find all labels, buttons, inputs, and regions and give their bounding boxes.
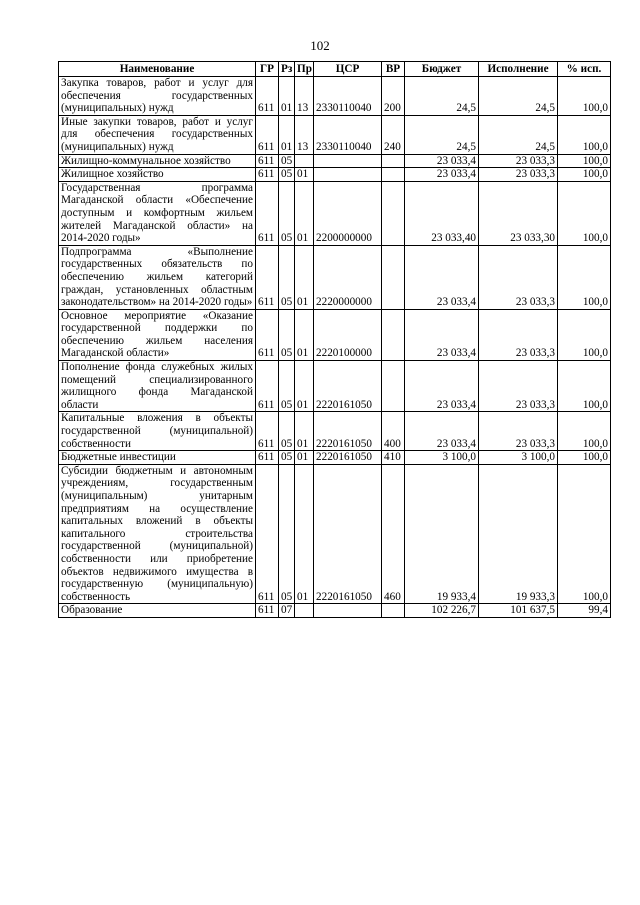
cell-gr: 611 [256, 412, 279, 451]
cell-vr [382, 168, 405, 182]
table-row [59, 168, 611, 182]
column-header-rz: Рз [279, 62, 295, 77]
cell-gr: 611 [256, 464, 279, 604]
cell-pr: 01 [295, 245, 314, 309]
cell-name: Государственная программа Магаданской области «Обеспечение доступным и комфортным жильем жителей Магаданской области» на 2014-2020 годы» [59, 181, 256, 245]
cell-name: Закупка товаров, работ и услуг для обеспечения государственных (муниципальных) нужд [59, 77, 256, 116]
cell-budget: 23 033,4 [405, 309, 479, 360]
page-number: 102 [310, 38, 330, 53]
cell-csr: 2220161050 [314, 361, 382, 412]
cell-gr: 611 [256, 361, 279, 412]
cell-csr [314, 604, 382, 618]
cell-exec: 23 033,30 [479, 181, 558, 245]
cell-rz: 05 [279, 245, 295, 309]
cell-pr: 01 [295, 309, 314, 360]
cell-pct: 100,0 [558, 361, 611, 412]
cell-name: Основное мероприятие «Оказание государственной поддержки по обеспечению жильем населения Магаданской области» [59, 309, 256, 360]
cell-gr: 611 [256, 77, 279, 116]
cell-vr [382, 361, 405, 412]
cell-pct: 99,4 [558, 604, 611, 618]
cell-exec: 23 033,3 [479, 168, 558, 182]
cell-exec: 23 033,3 [479, 361, 558, 412]
cell-csr: 2220161050 [314, 412, 382, 451]
cell-rz: 05 [279, 361, 295, 412]
cell-exec: 101 637,5 [479, 604, 558, 618]
cell-exec: 23 033,3 [479, 412, 558, 451]
cell-rz: 05 [279, 464, 295, 604]
cell-csr: 2330110040 [314, 77, 382, 116]
cell-exec: 24,5 [479, 115, 558, 154]
table-row [59, 464, 611, 604]
column-header-pr: Пр [295, 62, 314, 77]
cell-rz: 05 [279, 451, 295, 465]
column-header-exec: Исполнение [479, 62, 558, 77]
cell-name: Бюджетные инвестиции [59, 451, 256, 465]
cell-exec: 3 100,0 [479, 451, 558, 465]
cell-vr: 200 [382, 77, 405, 116]
cell-budget: 23 033,40 [405, 181, 479, 245]
column-header-pct: % исп. [558, 62, 611, 77]
cell-name: Субсидии бюджетным и автономным учреждениям, государственным (муниципальным) унитарным предприятиям на осуществление капитальных вложений в объекты капитального строительства государственной (муниципальной) собственности или приобретение объектов недвижимого имущества в государственную (муниципальную) собственность [59, 464, 256, 604]
header-row [59, 62, 611, 77]
cell-rz: 05 [279, 154, 295, 168]
cell-pct: 100,0 [558, 115, 611, 154]
cell-pct: 100,0 [558, 181, 611, 245]
column-header-vr: ВР [382, 62, 405, 77]
cell-pr: 01 [295, 412, 314, 451]
cell-budget: 23 033,4 [405, 168, 479, 182]
cell-budget: 23 033,4 [405, 412, 479, 451]
cell-pr [295, 154, 314, 168]
table-row [59, 77, 611, 116]
cell-gr: 611 [256, 154, 279, 168]
cell-name: Жилищно-коммунальное хозяйство [59, 154, 256, 168]
table-row [59, 361, 611, 412]
cell-vr: 400 [382, 412, 405, 451]
cell-gr: 611 [256, 604, 279, 618]
cell-gr: 611 [256, 245, 279, 309]
cell-csr: 2220161050 [314, 464, 382, 604]
table-row [59, 309, 611, 360]
column-header-csr: ЦСР [314, 62, 382, 77]
cell-name: Иные закупки товаров, работ и услуг для обеспечения государственных (муниципальных) нужд [59, 115, 256, 154]
cell-vr [382, 154, 405, 168]
cell-vr [382, 181, 405, 245]
table-row [59, 451, 611, 465]
cell-rz: 07 [279, 604, 295, 618]
cell-budget: 24,5 [405, 115, 479, 154]
cell-pct: 100,0 [558, 77, 611, 116]
cell-pr: 01 [295, 181, 314, 245]
cell-vr [382, 604, 405, 618]
column-header-name: Наименование [59, 62, 256, 77]
cell-name: Капитальные вложения в объекты государственной (муниципальной) собственности [59, 412, 256, 451]
cell-name: Пополнение фонда служебных жилых помещений специализированного жилищного фонда Магаданской области [59, 361, 256, 412]
cell-rz: 01 [279, 77, 295, 116]
cell-vr: 410 [382, 451, 405, 465]
cell-budget: 19 933,4 [405, 464, 479, 604]
table-row [59, 181, 611, 245]
cell-csr: 2220000000 [314, 245, 382, 309]
cell-budget: 23 033,4 [405, 361, 479, 412]
cell-pct: 100,0 [558, 168, 611, 182]
table-row [59, 412, 611, 451]
cell-pr: 13 [295, 77, 314, 116]
cell-gr: 611 [256, 115, 279, 154]
cell-vr: 460 [382, 464, 405, 604]
budget-table [58, 61, 611, 618]
cell-rz: 05 [279, 181, 295, 245]
cell-csr: 2220161050 [314, 451, 382, 465]
cell-budget: 23 033,4 [405, 245, 479, 309]
cell-pr: 01 [295, 464, 314, 604]
table-row [59, 245, 611, 309]
cell-pr [295, 604, 314, 618]
cell-gr: 611 [256, 309, 279, 360]
cell-pct: 100,0 [558, 309, 611, 360]
cell-budget: 3 100,0 [405, 451, 479, 465]
cell-csr: 2330110040 [314, 115, 382, 154]
cell-vr: 240 [382, 115, 405, 154]
cell-exec: 23 033,3 [479, 309, 558, 360]
table-row [59, 154, 611, 168]
cell-pct: 100,0 [558, 464, 611, 604]
cell-csr [314, 154, 382, 168]
cell-name: Жилищное хозяйство [59, 168, 256, 182]
cell-pr: 01 [295, 168, 314, 182]
cell-name: Образование [59, 604, 256, 618]
cell-rz: 05 [279, 168, 295, 182]
table-body [59, 77, 611, 618]
cell-gr: 611 [256, 451, 279, 465]
column-header-budget: Бюджет [405, 62, 479, 77]
cell-csr [314, 168, 382, 182]
cell-pr: 13 [295, 115, 314, 154]
cell-csr: 2220100000 [314, 309, 382, 360]
cell-rz: 01 [279, 115, 295, 154]
cell-pct: 100,0 [558, 154, 611, 168]
cell-name: Подпрограмма «Выполнение государственных обязательств по обеспечению жильем категорий граждан, установленных областным законодательством» на 2014-2020 годы» [59, 245, 256, 309]
cell-exec: 24,5 [479, 77, 558, 116]
table-row [59, 604, 611, 618]
cell-pr: 01 [295, 451, 314, 465]
cell-budget: 23 033,4 [405, 154, 479, 168]
column-header-gr: ГР [256, 62, 279, 77]
cell-pct: 100,0 [558, 412, 611, 451]
table-row [59, 115, 611, 154]
cell-csr: 2200000000 [314, 181, 382, 245]
cell-gr: 611 [256, 168, 279, 182]
cell-rz: 05 [279, 412, 295, 451]
cell-budget: 24,5 [405, 77, 479, 116]
cell-vr [382, 245, 405, 309]
cell-vr [382, 309, 405, 360]
cell-pct: 100,0 [558, 451, 611, 465]
cell-pct: 100,0 [558, 245, 611, 309]
cell-pr: 01 [295, 361, 314, 412]
cell-exec: 23 033,3 [479, 154, 558, 168]
cell-gr: 611 [256, 181, 279, 245]
cell-rz: 05 [279, 309, 295, 360]
cell-budget: 102 226,7 [405, 604, 479, 618]
cell-exec: 19 933,3 [479, 464, 558, 604]
cell-exec: 23 033,3 [479, 245, 558, 309]
